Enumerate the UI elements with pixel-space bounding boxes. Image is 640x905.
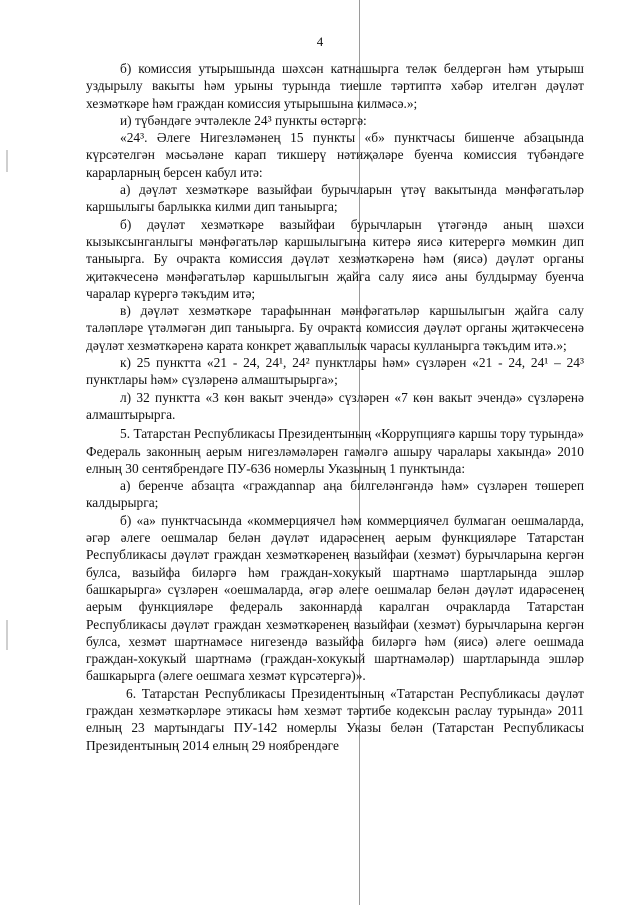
paragraph-5: 5. Татарстан Республикасы Президентының «Коррупциягә каршы тору турында» Федераль законның аерым нигезләмәләрен гамәлгә ашыру чаралары хакында» 2010 елның 30 сентябрендәге ПУ-636 номерлы Указының 1 пунктында: <box>86 426 584 476</box>
scan-margin-mark <box>6 150 8 172</box>
paragraph-b-commission: б) комиссия утырышында шәхсән катнашырга теләк белдергән һәм утырыш уздырылу вакыты һәм урыны турында тиешле тәртиптә хәбәр ителгән дәүләт хезмәткәре һәм граждан комиссия утырышына килмәсә.»; <box>86 61 584 111</box>
page-number: 4 <box>316 34 324 49</box>
paragraph-a: а) дәүләт хезмәткәре вазыйфаи бурычларын үтәү вакытында мәнфәгатьләр каршылыгы барлыкка килми дип таныырга; <box>86 182 584 215</box>
paragraph-l: л) 32 пунктта «3 көн вакыт эчендә» сүзләрен «7 көн вакыт эчендә» сүзләренә алмаштырырга. <box>86 389 584 422</box>
paragraph-i-add-item: и) түбәндәге эчтәлекле 24³ пункты өстәргә: <box>120 112 367 128</box>
paragraph-b: б) дәүләт хезмәткәре вазыйфаи бурычларын үтәгәндә аның шәхси кызыксынганлыгы мәнфәгатьләр каршылыгына китерә яисә китерергә мөмкин дип таныырга. Бу очракта комиссия дәүләт хезмәткәренә һәм (яисә) дәүләт органы җитәкчесенә мәнфәгатьләр каршылыгын җайга салу яисә аны булдырмау буенча чаралар күрергә тәкъдим итә; <box>86 216 584 301</box>
paragraph-6: 6. Татарстан Республикасы Президентының «Татарстан Республикасы дәүләт граждан хезмәткәрләре этикасы һәм хезмәт тәртибе кодексын раслау турында» 2011 елның 23 мартындагы ПУ-142 номерлы Указы белән (Татарстан Республикасы Президентының 2014 елның 29 ноябрендәге <box>86 685 584 753</box>
document-body <box>86 60 584 754</box>
scan-margin-mark <box>6 620 8 650</box>
paragraph-24-3: «24³. Әлеге Нигезләмәнең 15 пункты «б» пунктчасы бишенче абзацында күрсәтелгән мәсьәләне карап тикшерү нәтиҗәләре буенча комиссия түбәндәге карарларның берсен кабул итә: <box>86 130 584 180</box>
paragraph-5-a: а) беренче абзацта «граждannар аңа билгеләнгәндә һәм» сүзләрен төшереп калдырырга; <box>86 478 584 511</box>
paragraph-v: в) дәүләт хезмәткәре тарафыннан мәнфәгатьләр каршылыгын җайга салу таләпләре үтәлмәгән дип таныырга. Бу очракта комиссия дәүләт органы җитәкчесенә дәүләт хезмәткәренә карата конкрет җаваплылык чарасы кулланырга тәкъдим итә.»; <box>86 303 584 353</box>
paragraph-5-b: б) «а» пунктчасында «коммерциячел һәм коммерциячел булмаган оешмаларда, әгәр әлеге оешмалар белән дәүләт идарәсенең аерым функцияләре Татарстан Республикасы дәүләт граждан хезмәткәренең вазыйфаи (хезмәт) бурычларына кергән булса, вазыйфа биләргә һәм граждан-хокукый шартнамә шартларында эшләр башкарырга» сүзләрен «оешмаларда, әгәр әлеге оешмалар белән дәүләт идарәсенең аерым функцияләре федераль законнарда каралган очракларда Татарстан Республикасы дәүләт граждан хезмәткәренең вазыйфаи (хезмәт) бурычларына кергән булса, хезмәт шартнамәсе нигезендә вазыйфа биләргә һәм (яисә) әлеге оешмада граждан-хокукый шартнамә (граждан-хокукый шартнамәләр) шартларында эшләр башкарырга (әлеге оешмага хезмәт күрсәтергә)». <box>86 512 584 684</box>
paragraph-k: к) 25 пунктта «21 - 24, 24¹, 24² пунктлары һәм» сүзләрен «21 - 24, 24¹ – 24³ пунктлары һәм» сүзләренә алмаштырырга»; <box>86 355 584 388</box>
